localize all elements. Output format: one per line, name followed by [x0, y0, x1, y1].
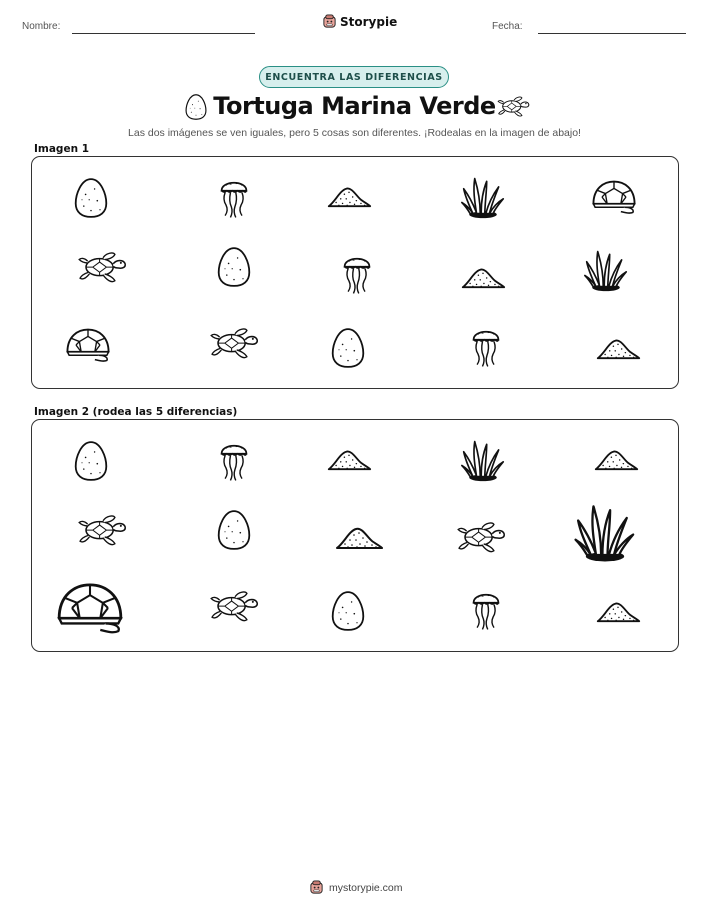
sea-turtle-icon[interactable]	[77, 514, 129, 548]
page-title: Tortuga Marina Verde	[213, 92, 496, 120]
title-row	[0, 92, 709, 124]
egg-icon[interactable]	[330, 326, 366, 370]
turtle-shell-icon[interactable]	[64, 325, 112, 365]
jellyfish-icon[interactable]	[341, 250, 373, 296]
name-label: Nombre:	[22, 21, 61, 32]
panel-1-label: Imagen 1	[34, 143, 90, 155]
brand-logo	[322, 14, 397, 29]
sand-mound-icon[interactable]	[593, 446, 639, 474]
footer	[309, 880, 403, 895]
sea-turtle-icon[interactable]	[209, 327, 261, 361]
seagrass-icon[interactable]	[460, 437, 506, 483]
sand-mound-icon[interactable]	[595, 335, 641, 363]
egg-icon[interactable]	[216, 508, 252, 552]
instructions: Las dos imágenes se ven iguales, pero 5 cosas son diferentes. ¡Rodealas en la imagen de abajo!	[128, 127, 581, 139]
seagrass-icon[interactable]	[573, 498, 637, 566]
activity-badge: ENCUENTRA LAS DIFERENCIAS	[259, 66, 449, 88]
seagrass-icon[interactable]	[460, 174, 506, 220]
egg-icon[interactable]	[216, 245, 252, 289]
sea-turtle-icon[interactable]	[456, 521, 508, 555]
sand-mound-icon[interactable]	[460, 264, 506, 292]
turtle-shell-icon[interactable]	[54, 578, 126, 638]
brand-name: Storypie	[340, 14, 398, 29]
sea-turtle-icon[interactable]	[77, 251, 129, 285]
jellyfish-icon[interactable]	[218, 437, 250, 483]
turtle-shell-icon[interactable]	[590, 177, 638, 217]
egg-icon[interactable]	[330, 589, 366, 633]
seagrass-icon[interactable]	[583, 247, 629, 293]
date-field[interactable]	[538, 33, 686, 34]
jellyfish-icon[interactable]	[470, 586, 502, 632]
name-field[interactable]	[72, 33, 255, 34]
sand-mound-icon[interactable]	[326, 183, 372, 211]
panel-2	[31, 419, 679, 652]
mascot-icon	[322, 14, 337, 29]
date-label: Fecha:	[492, 21, 523, 32]
sea-turtle-icon	[497, 95, 531, 119]
sea-turtle-icon[interactable]	[209, 590, 261, 624]
jellyfish-icon[interactable]	[218, 174, 250, 220]
jellyfish-icon[interactable]	[470, 323, 502, 369]
panel-1	[31, 156, 679, 389]
egg-icon[interactable]	[73, 176, 109, 220]
panel-2-label: Imagen 2 (rodea las 5 diferencias)	[34, 406, 238, 418]
sand-mound-icon[interactable]	[326, 446, 372, 474]
egg-icon[interactable]	[73, 439, 109, 483]
mascot-icon	[309, 880, 324, 895]
footer-url[interactable]: mystorypie.com	[329, 881, 403, 894]
sand-mound-icon[interactable]	[334, 523, 384, 553]
sand-mound-icon[interactable]	[595, 598, 641, 626]
